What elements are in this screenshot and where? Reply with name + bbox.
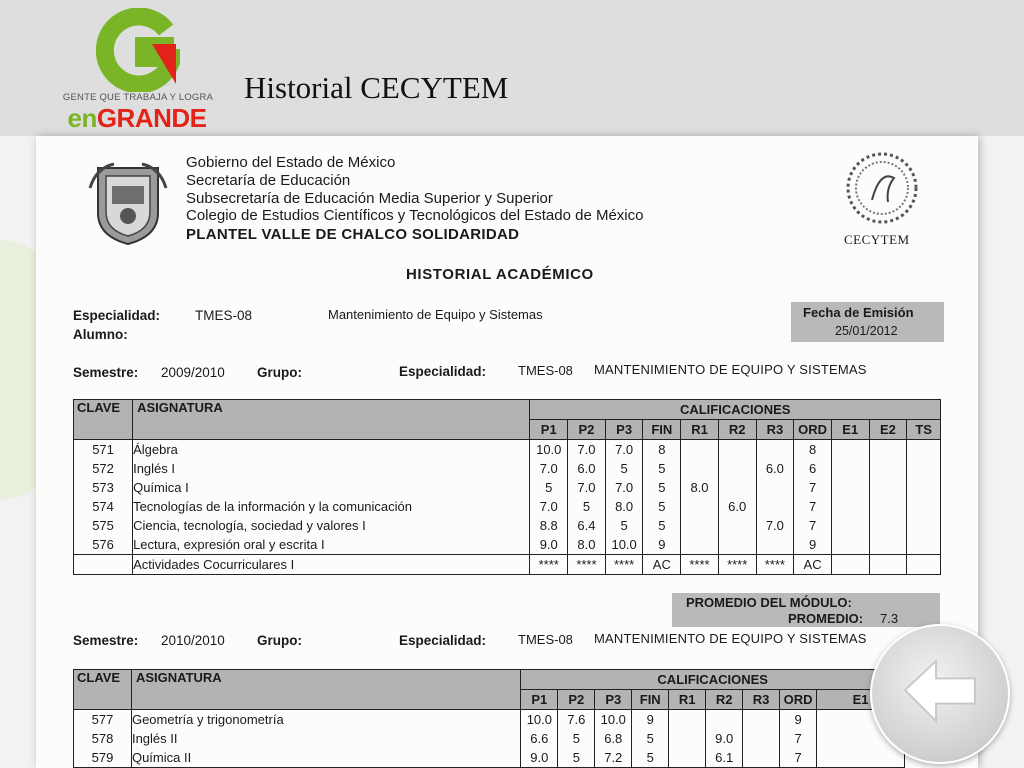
grade-cell-ts: [907, 516, 941, 535]
table-row: [74, 748, 905, 768]
grade-cell-r1: [681, 516, 719, 535]
grade-cell-ord: 9: [780, 710, 817, 730]
grade-cell-r3: [743, 710, 780, 730]
grade-cell-e1: [831, 440, 869, 460]
clave-cell: 572: [74, 459, 133, 478]
fecha-value: 25/01/2012: [835, 324, 898, 338]
institution-line-1: Gobierno del Estado de México: [186, 154, 396, 171]
grade-cell-r3: ****: [756, 555, 794, 575]
grade-cell-r2: [718, 535, 756, 555]
sem1-col-p1: P1: [530, 420, 568, 440]
grade-cell-p2: 6.0: [568, 459, 606, 478]
semestre-1-value: 2009/2010: [161, 365, 225, 380]
grade-cell-e1: [831, 478, 869, 497]
grade-cell-r1: [681, 459, 719, 478]
clave-cell: 574: [74, 497, 133, 516]
table-row: [74, 497, 941, 516]
grade-cell-r3: [756, 440, 794, 460]
grade-cell-p2: 7.0: [568, 440, 606, 460]
grade-cell-p1: 5: [530, 478, 568, 497]
logo-brand-grande: GRANDE: [96, 103, 207, 133]
sem2-col-r2: R2: [706, 690, 743, 710]
asignatura-cell: Actividades Cocurriculares I: [133, 555, 530, 575]
especialidad-2-name: MANTENIMIENTO DE EQUIPO Y SISTEMAS: [594, 631, 867, 646]
grade-cell-p3: 5: [605, 516, 643, 535]
grade-cell-fin: 9: [632, 710, 669, 730]
especialidad-name: Mantenimiento de Equipo y Sistemas: [328, 307, 543, 322]
grade-cell-fin: 5: [643, 478, 681, 497]
sem2-col-p1: P1: [521, 690, 558, 710]
grade-cell-fin: 5: [643, 459, 681, 478]
grade-cell-e1: [831, 535, 869, 555]
col-asignatura-header: ASIGNATURA: [133, 400, 530, 440]
sem1-col-p3: P3: [605, 420, 643, 440]
grade-cell-e2: [869, 478, 907, 497]
grade-cell-ord: 7: [794, 516, 832, 535]
grade-cell-ts: [907, 555, 941, 575]
table-row: [74, 535, 941, 555]
grade-cell-r3: [756, 535, 794, 555]
grade-cell-r1: 8.0: [681, 478, 719, 497]
sem2-col-p2: P2: [558, 690, 595, 710]
grade-cell-ts: [907, 440, 941, 460]
grade-cell-ord: 7: [780, 729, 817, 748]
especialidad-2-code: TMES-08: [518, 632, 573, 647]
grade-cell-p2: 5: [558, 729, 595, 748]
especialidad-1-code: TMES-08: [518, 363, 573, 378]
grade-cell-e2: [869, 497, 907, 516]
grade-cell-p3: ****: [605, 555, 643, 575]
asignatura-cell: Química I: [133, 478, 530, 497]
grade-cell-ord: 7: [794, 478, 832, 497]
table-row: [74, 440, 941, 460]
grupo-1-label: Grupo:: [257, 365, 302, 380]
grade-cell-p3: 10.0: [605, 535, 643, 555]
col-calificaciones-header-2: CALIFICACIONES: [521, 670, 905, 690]
grade-cell-r3: [756, 497, 794, 516]
grade-cell-fin: AC: [643, 555, 681, 575]
table-row: [74, 555, 941, 575]
clave-cell: 571: [74, 440, 133, 460]
sem1-col-p2: P2: [568, 420, 606, 440]
semestre-2-value: 2010/2010: [161, 633, 225, 648]
especialidad-code: TMES-08: [195, 308, 253, 323]
clave-cell: 576: [74, 535, 133, 555]
grade-cell-p1: 9.0: [530, 535, 568, 555]
page-title: Historial CECYTEM: [244, 70, 509, 105]
grade-cell-ord: 8: [794, 440, 832, 460]
grade-cell-r1: [681, 497, 719, 516]
grade-cell-r1: ****: [681, 555, 719, 575]
clave-cell: 575: [74, 516, 133, 535]
asignatura-cell: Tecnologías de la información y la comunicación: [133, 497, 530, 516]
grade-cell-r1: [669, 729, 706, 748]
sem2-col-p3: P3: [595, 690, 632, 710]
clave-cell: 577: [74, 710, 132, 730]
grade-cell-e1: [831, 555, 869, 575]
grade-cell-r1: [669, 710, 706, 730]
sem1-col-ts: TS: [907, 420, 941, 440]
grade-cell-fin: 5: [643, 497, 681, 516]
grade-cell-ts: [907, 535, 941, 555]
logo-brand-en: en: [67, 103, 97, 133]
sem1-col-e2: E2: [869, 420, 907, 440]
logo-brand: [62, 103, 212, 134]
grade-cell-r3: [743, 748, 780, 768]
sem2-col-fin: FIN: [632, 690, 669, 710]
table-row: [74, 516, 941, 535]
grade-cell-p2: 7.0: [568, 478, 606, 497]
promedio-modulo-label: PROMEDIO DEL MÓDULO:: [686, 595, 852, 610]
grade-cell-p1: ****: [530, 555, 568, 575]
grade-cell-p2: 5: [558, 748, 595, 768]
table-row: [74, 710, 905, 730]
asignatura-cell: Inglés II: [131, 729, 520, 748]
grade-cell-p2: 8.0: [568, 535, 606, 555]
alumno-label: Alumno:: [73, 327, 128, 342]
grade-cell-r2: [718, 516, 756, 535]
grade-cell-p1: 10.0: [521, 710, 558, 730]
asignatura-cell: Ciencia, tecnología, sociedad y valores I: [133, 516, 530, 535]
grade-cell-r3: [743, 729, 780, 748]
institution-line-2: Secretaría de Educación: [186, 172, 351, 189]
sem2-col-ord: ORD: [780, 690, 817, 710]
grade-cell-ord: AC: [794, 555, 832, 575]
grade-cell-r1: [681, 535, 719, 555]
asignatura-cell: Química II: [131, 748, 520, 768]
sem1-col-ord: ORD: [794, 420, 832, 440]
sem2-col-r3: R3: [743, 690, 780, 710]
especialidad-label: Especialidad:: [73, 308, 161, 323]
grade-cell-p3: 7.0: [605, 440, 643, 460]
col-asignatura-header-2: ASIGNATURA: [131, 670, 520, 710]
col-clave-header: CLAVE: [74, 400, 133, 440]
grade-cell-ts: [907, 478, 941, 497]
left-arrow-icon: [872, 626, 1004, 758]
grupo-2-label: Grupo:: [257, 633, 302, 648]
institution-line-4: Colegio de Estudios Científicos y Tecnológicos del Estado de México: [186, 207, 644, 224]
grade-cell-e2: [869, 555, 907, 575]
grade-cell-p3: 7.0: [605, 478, 643, 497]
grade-cell-p1: 7.0: [530, 459, 568, 478]
grade-cell-p3: 7.2: [595, 748, 632, 768]
sem1-col-r1: R1: [681, 420, 719, 440]
state-seal-icon: [88, 158, 168, 246]
grade-cell-p3: 8.0: [605, 497, 643, 516]
especialidad-2-label: Especialidad:: [399, 633, 487, 648]
grade-cell-ord: 9: [794, 535, 832, 555]
grade-cell-p2: 6.4: [568, 516, 606, 535]
asignatura-cell: Álgebra: [133, 440, 530, 460]
clave-cell: 578: [74, 729, 132, 748]
grade-cell-r2: 9.0: [706, 729, 743, 748]
table-row: [74, 729, 905, 748]
grade-cell-ord: 7: [794, 497, 832, 516]
grade-cell-r1: [669, 748, 706, 768]
grade-cell-e2: [869, 440, 907, 460]
sem2-col-e1: E1: [817, 690, 905, 710]
grade-cell-p1: 7.0: [530, 497, 568, 516]
table-row: [74, 459, 941, 478]
grade-cell-p2: 7.6: [558, 710, 595, 730]
grade-cell-p1: 10.0: [530, 440, 568, 460]
table-row: [74, 478, 941, 497]
back-button[interactable]: [870, 624, 1010, 764]
grade-cell-ts: [907, 459, 941, 478]
grade-cell-p2: 5: [568, 497, 606, 516]
fecha-emision-box: [791, 302, 944, 342]
sem1-col-fin: FIN: [643, 420, 681, 440]
grade-cell-p3: 10.0: [595, 710, 632, 730]
sem1-col-r3: R3: [756, 420, 794, 440]
promedio-value: 7.3: [880, 611, 899, 626]
col-clave-header-2: CLAVE: [74, 670, 132, 710]
grade-cell-fin: 5: [632, 729, 669, 748]
grade-cell-r2: ****: [718, 555, 756, 575]
grade-cell-r3: 7.0: [756, 516, 794, 535]
semestre-2-label: Semestre:: [73, 633, 139, 648]
grade-cell-r2: 6.0: [718, 497, 756, 516]
semestre-1-label: Semestre:: [73, 365, 139, 380]
institution-line-3: Subsecretaría de Educación Media Superior y Superior: [186, 190, 553, 207]
col-calificaciones-header: CALIFICACIONES: [530, 400, 941, 420]
promedio-label: PROMEDIO:: [788, 611, 864, 626]
grade-cell-ts: [907, 497, 941, 516]
cecytem-label: CECYTEM: [844, 232, 910, 247]
grade-cell-e1: [831, 459, 869, 478]
grade-cell-r2: 6.1: [706, 748, 743, 768]
clave-cell: 579: [74, 748, 132, 768]
grade-cell-p2: ****: [568, 555, 606, 575]
grade-cell-r3: [756, 478, 794, 497]
asignatura-cell: Geometría y trigonometría: [131, 710, 520, 730]
grade-cell-fin: 5: [632, 748, 669, 768]
grade-cell-r3: 6.0: [756, 459, 794, 478]
grade-cell-fin: 9: [643, 535, 681, 555]
grade-cell-e2: [869, 535, 907, 555]
grade-cell-e1: [831, 497, 869, 516]
sem1-col-r2: R2: [718, 420, 756, 440]
document-title: HISTORIAL ACADÉMICO: [406, 266, 594, 283]
asignatura-cell: Lectura, expresión oral y escrita I: [133, 535, 530, 555]
grade-cell-r2: [706, 710, 743, 730]
academic-record-document: [36, 136, 978, 768]
grade-cell-p3: 5: [605, 459, 643, 478]
grade-cell-p1: 8.8: [530, 516, 568, 535]
clave-cell: 573: [74, 478, 133, 497]
plantel-name: PLANTEL VALLE DE CHALCO SOLIDARIDAD: [186, 226, 520, 243]
especialidad-1-name: MANTENIMIENTO DE EQUIPO Y SISTEMAS: [594, 362, 867, 377]
grade-cell-fin: 5: [643, 516, 681, 535]
grade-cell-e2: [869, 516, 907, 535]
grade-cell-r2: [718, 478, 756, 497]
promedio-box: [672, 593, 940, 627]
grade-cell-r2: [718, 440, 756, 460]
grade-cell-p1: 6.6: [521, 729, 558, 748]
asignatura-cell: Inglés I: [133, 459, 530, 478]
grade-cell-ord: 7: [780, 748, 817, 768]
grade-cell-e2: [869, 459, 907, 478]
grades-table-semester-1: [73, 399, 941, 575]
logo: [60, 8, 216, 133]
sem2-col-r1: R1: [669, 690, 706, 710]
logo-tagline: GENTE QUE TRABAJA Y LOGRA: [62, 92, 214, 103]
grade-cell-p1: 9.0: [521, 748, 558, 768]
clave-cell: [74, 555, 133, 575]
grade-cell-r1: [681, 440, 719, 460]
grade-cell-e1: [831, 516, 869, 535]
grades-table-semester-2: [73, 669, 905, 768]
sem1-col-e1: E1: [831, 420, 869, 440]
especialidad-1-label: Especialidad:: [399, 364, 487, 379]
fecha-label: Fecha de Emisión: [803, 305, 914, 320]
grade-cell-p3: 6.8: [595, 729, 632, 748]
grade-cell-r2: [718, 459, 756, 478]
grade-cell-ord: 6: [794, 459, 832, 478]
g-logo-icon: [96, 8, 180, 92]
grade-cell-fin: 8: [643, 440, 681, 460]
